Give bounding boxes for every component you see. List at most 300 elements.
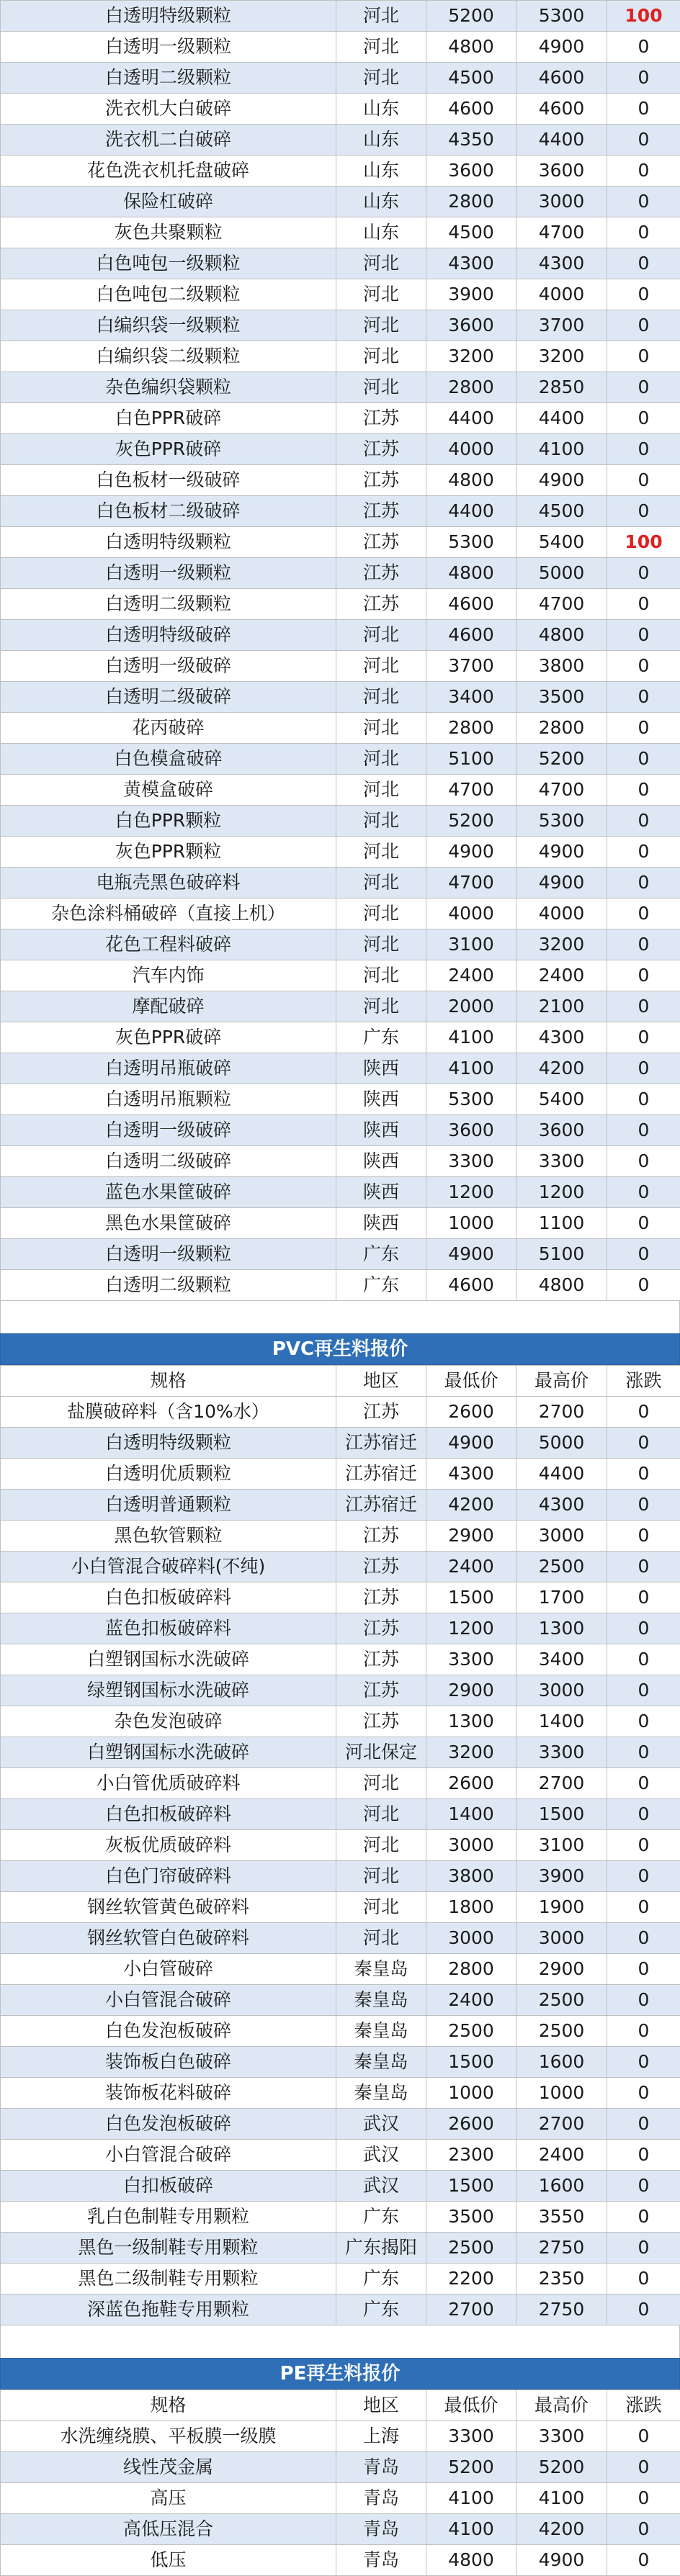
header-change-cell: 涨跌	[607, 1366, 680, 1397]
table-row	[1, 156, 680, 186]
change-cell: 0	[607, 1861, 680, 1892]
table-row	[1, 2202, 680, 2233]
change-cell: 0	[607, 713, 680, 744]
table-row	[1, 1861, 680, 1892]
min-price-cell: 2800	[426, 372, 516, 403]
min-price-cell: 4600	[426, 620, 516, 651]
min-price-cell: 3800	[426, 1861, 516, 1892]
spec-cell: 白透明普通颗粒	[1, 1490, 336, 1521]
max-price-cell: 4600	[516, 63, 607, 94]
max-price-cell: 4600	[516, 94, 607, 125]
region-cell: 河北	[336, 651, 426, 682]
spec-cell: 花丙破碎	[1, 713, 336, 744]
max-price-cell: 4700	[516, 217, 607, 248]
max-price-cell: 1100	[516, 1208, 607, 1239]
region-cell: 河北	[336, 899, 426, 929]
region-cell: 河北	[336, 682, 426, 713]
spec-cell: 高压	[1, 2483, 336, 2514]
spec-cell: 灰色PPR破碎	[1, 434, 336, 465]
min-price-cell: 1500	[426, 1582, 516, 1613]
spec-cell: 灰色PPR颗粒	[1, 837, 336, 868]
table-row	[1, 32, 680, 63]
max-price-cell: 4700	[516, 589, 607, 620]
max-price-cell: 2900	[516, 1954, 607, 1985]
change-cell: 0	[607, 310, 680, 341]
spec-cell: 白编织袋二级颗粒	[1, 341, 336, 372]
min-price-cell: 3300	[426, 1644, 516, 1675]
min-price-cell: 4000	[426, 434, 516, 465]
change-cell: 0	[607, 651, 680, 682]
change-cell: 0	[607, 1768, 680, 1799]
max-price-cell: 3550	[516, 2202, 607, 2233]
spec-cell: 小白管混合破碎	[1, 1985, 336, 2016]
spec-cell: 白透明二级颗粒	[1, 63, 336, 94]
spec-cell: 白色门帘破碎料	[1, 1861, 336, 1892]
spec-cell: 黑色二级制鞋专用颗粒	[1, 2264, 336, 2294]
region-cell: 青岛	[336, 2452, 426, 2483]
spec-cell: 黑色水果筐破碎	[1, 1208, 336, 1239]
change-cell: 0	[607, 1552, 680, 1582]
region-cell: 江苏	[336, 1521, 426, 1552]
change-cell: 0	[607, 2202, 680, 2233]
region-cell: 武汉	[336, 2109, 426, 2140]
table-row	[1, 465, 680, 496]
region-cell: 河北	[336, 713, 426, 744]
table-header-row	[1, 2390, 680, 2421]
region-cell: 江苏	[336, 1613, 426, 1644]
spec-cell: 白透明二级破碎	[1, 682, 336, 713]
region-cell: 河北	[336, 32, 426, 63]
spec-cell: 白透明二级颗粒	[1, 589, 336, 620]
spec-cell: 装饰板白色破碎	[1, 2047, 336, 2078]
min-price-cell: 2400	[426, 960, 516, 991]
change-cell: 0	[607, 63, 680, 94]
change-cell: 0	[607, 837, 680, 868]
change-cell: 0	[607, 899, 680, 929]
spec-cell: 装饰板花料破碎	[1, 2078, 336, 2109]
min-price-cell: 2400	[426, 1552, 516, 1582]
spec-cell: 白透明吊瓶破碎	[1, 1053, 336, 1084]
min-price-cell: 1300	[426, 1706, 516, 1737]
region-cell: 山东	[336, 156, 426, 186]
table-row	[1, 310, 680, 341]
spec-cell: 白扣板破碎	[1, 2171, 336, 2202]
spec-cell: 摩配破碎	[1, 991, 336, 1022]
table-row	[1, 125, 680, 156]
region-cell: 河北	[336, 1892, 426, 1923]
change-cell: 0	[607, 1582, 680, 1613]
max-price-cell: 4100	[516, 2483, 607, 2514]
table-row	[1, 1582, 680, 1613]
min-price-cell: 3000	[426, 1923, 516, 1954]
region-cell: 江苏	[336, 403, 426, 434]
region-cell: 陕西	[336, 1177, 426, 1208]
max-price-cell: 4500	[516, 496, 607, 527]
table-row	[1, 1428, 680, 1459]
table-row	[1, 2016, 680, 2047]
change-cell: 100	[607, 527, 680, 558]
min-price-cell: 4600	[426, 1270, 516, 1301]
min-price-cell: 4500	[426, 217, 516, 248]
max-price-cell: 3200	[516, 341, 607, 372]
table-row	[1, 1675, 680, 1706]
table-row	[1, 1737, 680, 1768]
region-cell: 河北	[336, 1830, 426, 1861]
table-row	[1, 2078, 680, 2109]
spec-cell: 白色吨包二级颗粒	[1, 279, 336, 310]
min-price-cell: 1000	[426, 2078, 516, 2109]
max-price-cell: 4300	[516, 1022, 607, 1053]
spec-cell: 杂色编织袋颗粒	[1, 372, 336, 403]
change-cell: 0	[607, 1270, 680, 1301]
table-header-row	[1, 1366, 680, 1397]
table-row	[1, 620, 680, 651]
min-price-cell: 4900	[426, 1239, 516, 1270]
min-price-cell: 5300	[426, 527, 516, 558]
spec-cell: 白色扣板破碎料	[1, 1582, 336, 1613]
min-price-cell: 2600	[426, 1397, 516, 1428]
spec-cell: 深蓝色拖鞋专用颗粒	[1, 2294, 336, 2325]
spec-cell: 洗衣机二白破碎	[1, 125, 336, 156]
table-row	[1, 991, 680, 1022]
change-cell: 0	[607, 1490, 680, 1521]
max-price-cell: 3000	[516, 186, 607, 217]
region-cell: 广东	[336, 1270, 426, 1301]
region-cell: 广东	[336, 2294, 426, 2325]
region-cell: 江苏	[336, 1706, 426, 1737]
table-row	[1, 589, 680, 620]
max-price-cell: 4000	[516, 899, 607, 929]
change-cell: 0	[607, 1706, 680, 1737]
change-cell: 0	[607, 125, 680, 156]
min-price-cell: 2800	[426, 713, 516, 744]
max-price-cell: 5100	[516, 1239, 607, 1270]
change-cell: 0	[607, 1954, 680, 1985]
change-cell: 0	[607, 744, 680, 775]
table-row	[1, 2233, 680, 2264]
max-price-cell: 2500	[516, 2016, 607, 2047]
spec-cell: 白透明一级颗粒	[1, 558, 336, 589]
max-price-cell: 2500	[516, 1985, 607, 2016]
change-cell: 0	[607, 156, 680, 186]
change-cell: 0	[607, 1084, 680, 1115]
spec-cell: 蓝色水果筐破碎	[1, 1177, 336, 1208]
max-price-cell: 5300	[516, 1, 607, 32]
change-cell: 0	[607, 341, 680, 372]
region-cell: 江苏	[336, 496, 426, 527]
spec-cell: 白透明二级破碎	[1, 1146, 336, 1177]
table-row	[1, 1768, 680, 1799]
max-price-cell: 3100	[516, 1830, 607, 1861]
change-cell: 0	[607, 2545, 680, 2576]
max-price-cell: 4300	[516, 1490, 607, 1521]
spec-cell: 白透明特级颗粒	[1, 1, 336, 32]
min-price-cell: 4300	[426, 248, 516, 279]
region-cell: 河北	[336, 1923, 426, 1954]
change-cell: 0	[607, 2078, 680, 2109]
region-cell: 江苏	[336, 1675, 426, 1706]
min-price-cell: 2600	[426, 2109, 516, 2140]
max-price-cell: 2700	[516, 1768, 607, 1799]
spec-cell: 白透明一级破碎	[1, 1115, 336, 1146]
table-row	[1, 2452, 680, 2483]
min-price-cell: 2500	[426, 2233, 516, 2264]
change-cell: 0	[607, 2140, 680, 2171]
region-cell: 河北	[336, 868, 426, 899]
change-cell: 0	[607, 2514, 680, 2545]
max-price-cell: 1700	[516, 1582, 607, 1613]
section-pe	[0, 2325, 680, 2576]
table-row	[1, 217, 680, 248]
change-cell: 0	[607, 1830, 680, 1861]
region-cell: 广东	[336, 1022, 426, 1053]
change-cell: 0	[607, 1239, 680, 1270]
min-price-cell: 5200	[426, 2452, 516, 2483]
table-row	[1, 2421, 680, 2452]
max-price-cell: 4400	[516, 1459, 607, 1490]
region-cell: 秦皇岛	[336, 1985, 426, 2016]
table-row	[1, 372, 680, 403]
change-cell: 0	[607, 1892, 680, 1923]
region-cell: 江苏宿迁	[336, 1459, 426, 1490]
spec-cell: 汽车内饰	[1, 960, 336, 991]
min-price-cell: 3700	[426, 651, 516, 682]
region-cell: 青岛	[336, 2545, 426, 2576]
max-price-cell: 1600	[516, 2047, 607, 2078]
max-price-cell: 2800	[516, 713, 607, 744]
max-price-cell: 5000	[516, 558, 607, 589]
spec-cell: 白色PPR颗粒	[1, 806, 336, 837]
min-price-cell: 3600	[426, 310, 516, 341]
table-row	[1, 1239, 680, 1270]
region-cell: 河北	[336, 1768, 426, 1799]
max-price-cell: 4400	[516, 403, 607, 434]
table-row	[1, 960, 680, 991]
spec-cell: 小白管混合破碎料(不纯)	[1, 1552, 336, 1582]
region-cell: 河北	[336, 960, 426, 991]
min-price-cell: 4000	[426, 899, 516, 929]
change-cell: 0	[607, 2452, 680, 2483]
header-region-cell: 地区	[336, 1366, 426, 1397]
min-price-cell: 2900	[426, 1675, 516, 1706]
spec-cell: 乳白色制鞋专用颗粒	[1, 2202, 336, 2233]
max-price-cell: 5200	[516, 2452, 607, 2483]
table-row	[1, 1084, 680, 1115]
max-price-cell: 3800	[516, 651, 607, 682]
change-cell: 0	[607, 1115, 680, 1146]
min-price-cell: 2900	[426, 1521, 516, 1552]
region-cell: 河北	[336, 63, 426, 94]
change-cell: 0	[607, 620, 680, 651]
table-row	[1, 496, 680, 527]
table-row	[1, 1985, 680, 2016]
spec-cell: 小白管破碎	[1, 1954, 336, 1985]
change-cell: 0	[607, 1397, 680, 1428]
region-cell: 河北	[336, 775, 426, 806]
header-max-price-cell: 最高价	[516, 2390, 607, 2421]
spec-cell: 水洗缠绕膜、平板膜一级膜	[1, 2421, 336, 2452]
region-cell: 河北	[336, 620, 426, 651]
table-row	[1, 837, 680, 868]
max-price-cell: 2400	[516, 2140, 607, 2171]
header-max-price-cell: 最高价	[516, 1366, 607, 1397]
region-cell: 河北	[336, 1799, 426, 1830]
min-price-cell: 4700	[426, 775, 516, 806]
min-price-cell: 2000	[426, 991, 516, 1022]
change-cell: 0	[607, 1737, 680, 1768]
change-cell: 0	[607, 1208, 680, 1239]
min-price-cell: 3500	[426, 2202, 516, 2233]
max-price-cell: 2850	[516, 372, 607, 403]
min-price-cell: 2200	[426, 2264, 516, 2294]
min-price-cell: 4800	[426, 465, 516, 496]
max-price-cell: 2100	[516, 991, 607, 1022]
change-cell: 0	[607, 2047, 680, 2078]
region-cell: 陕西	[336, 1084, 426, 1115]
change-cell: 0	[607, 1053, 680, 1084]
max-price-cell: 3000	[516, 1675, 607, 1706]
region-cell: 秦皇岛	[336, 2047, 426, 2078]
region-cell: 河北	[336, 929, 426, 960]
min-price-cell: 5200	[426, 806, 516, 837]
spec-cell: 钢丝软管白色破碎料	[1, 1923, 336, 1954]
min-price-cell: 4350	[426, 125, 516, 156]
min-price-cell: 1200	[426, 1177, 516, 1208]
table-row	[1, 1923, 680, 1954]
max-price-cell: 2750	[516, 2294, 607, 2325]
spec-cell: 白色板材二级破碎	[1, 496, 336, 527]
change-cell: 0	[607, 1985, 680, 2016]
region-cell: 江苏	[336, 1644, 426, 1675]
change-cell: 0	[607, 32, 680, 63]
region-cell: 江苏	[336, 589, 426, 620]
spec-cell: 洗衣机大白破碎	[1, 94, 336, 125]
max-price-cell: 4000	[516, 279, 607, 310]
min-price-cell: 4800	[426, 558, 516, 589]
change-cell: 0	[607, 403, 680, 434]
table-row	[1, 1146, 680, 1177]
table-row	[1, 2171, 680, 2202]
change-cell: 0	[607, 2294, 680, 2325]
min-price-cell: 4100	[426, 2514, 516, 2545]
min-price-cell: 2700	[426, 2294, 516, 2325]
table-row	[1, 1954, 680, 1985]
spec-cell: 保险杠破碎	[1, 186, 336, 217]
region-cell: 广东	[336, 1239, 426, 1270]
spec-cell: 白透明一级颗粒	[1, 1239, 336, 1270]
table-row	[1, 1022, 680, 1053]
min-price-cell: 3600	[426, 156, 516, 186]
change-cell: 100	[607, 1, 680, 32]
max-price-cell: 5300	[516, 806, 607, 837]
change-cell: 0	[607, 1459, 680, 1490]
region-cell: 江苏	[336, 1552, 426, 1582]
change-cell: 0	[607, 1923, 680, 1954]
min-price-cell: 3000	[426, 1830, 516, 1861]
table-row	[1, 1552, 680, 1582]
region-cell: 陕西	[336, 1208, 426, 1239]
max-price-cell: 4900	[516, 868, 607, 899]
change-cell: 0	[607, 372, 680, 403]
max-price-cell: 5000	[516, 1428, 607, 1459]
table-row	[1, 63, 680, 94]
min-price-cell: 4800	[426, 2545, 516, 2576]
min-price-cell: 4100	[426, 2483, 516, 2514]
table-row	[1, 1459, 680, 1490]
region-cell: 陕西	[336, 1053, 426, 1084]
table-row	[1, 2545, 680, 2576]
change-cell: 0	[607, 217, 680, 248]
max-price-cell: 3900	[516, 1861, 607, 1892]
max-price-cell: 2750	[516, 2233, 607, 2264]
region-cell: 秦皇岛	[336, 2016, 426, 2047]
region-cell: 秦皇岛	[336, 1954, 426, 1985]
min-price-cell: 2800	[426, 186, 516, 217]
region-cell: 河北保定	[336, 1737, 426, 1768]
section-spacer	[0, 1301, 680, 1333]
spec-cell: 灰色PPR破碎	[1, 1022, 336, 1053]
min-price-cell: 4100	[426, 1022, 516, 1053]
max-price-cell: 5400	[516, 527, 607, 558]
region-cell: 武汉	[336, 2140, 426, 2171]
min-price-cell: 2500	[426, 2016, 516, 2047]
max-price-cell: 2500	[516, 1552, 607, 1582]
region-cell: 江苏	[336, 465, 426, 496]
region-cell: 河北	[336, 310, 426, 341]
spec-cell: 钢丝软管黄色破碎料	[1, 1892, 336, 1923]
max-price-cell: 3000	[516, 1521, 607, 1552]
max-price-cell: 3500	[516, 682, 607, 713]
change-cell: 0	[607, 960, 680, 991]
min-price-cell: 3600	[426, 1115, 516, 1146]
spec-cell: 黄模盒破碎	[1, 775, 336, 806]
min-price-cell: 1000	[426, 1208, 516, 1239]
min-price-cell: 2400	[426, 1985, 516, 2016]
max-price-cell: 3300	[516, 1146, 607, 1177]
max-price-cell: 1400	[516, 1706, 607, 1737]
table-row	[1, 1270, 680, 1301]
table-row	[1, 651, 680, 682]
table-row	[1, 1, 680, 32]
region-cell: 广东	[336, 2202, 426, 2233]
max-price-cell: 3400	[516, 1644, 607, 1675]
max-price-cell: 1500	[516, 1799, 607, 1830]
table-row	[1, 434, 680, 465]
section-title: PVC再生料报价	[0, 1333, 680, 1365]
region-cell: 江苏	[336, 558, 426, 589]
region-cell: 青岛	[336, 2483, 426, 2514]
change-cell: 0	[607, 94, 680, 125]
max-price-cell: 1000	[516, 2078, 607, 2109]
spec-cell: 杂色发泡破碎	[1, 1706, 336, 1737]
table-row	[1, 1177, 680, 1208]
min-price-cell: 4700	[426, 868, 516, 899]
table-row	[1, 94, 680, 125]
region-cell: 山东	[336, 186, 426, 217]
min-price-cell: 3400	[426, 682, 516, 713]
min-price-cell: 3100	[426, 929, 516, 960]
change-cell: 0	[607, 929, 680, 960]
spec-cell: 白透明二级颗粒	[1, 1270, 336, 1301]
table-row	[1, 279, 680, 310]
spec-cell: 电瓶壳黑色破碎料	[1, 868, 336, 899]
region-cell: 陕西	[336, 1146, 426, 1177]
region-cell: 河北	[336, 744, 426, 775]
max-price-cell: 4400	[516, 125, 607, 156]
change-cell: 0	[607, 434, 680, 465]
min-price-cell: 2600	[426, 1768, 516, 1799]
change-cell: 0	[607, 2421, 680, 2452]
